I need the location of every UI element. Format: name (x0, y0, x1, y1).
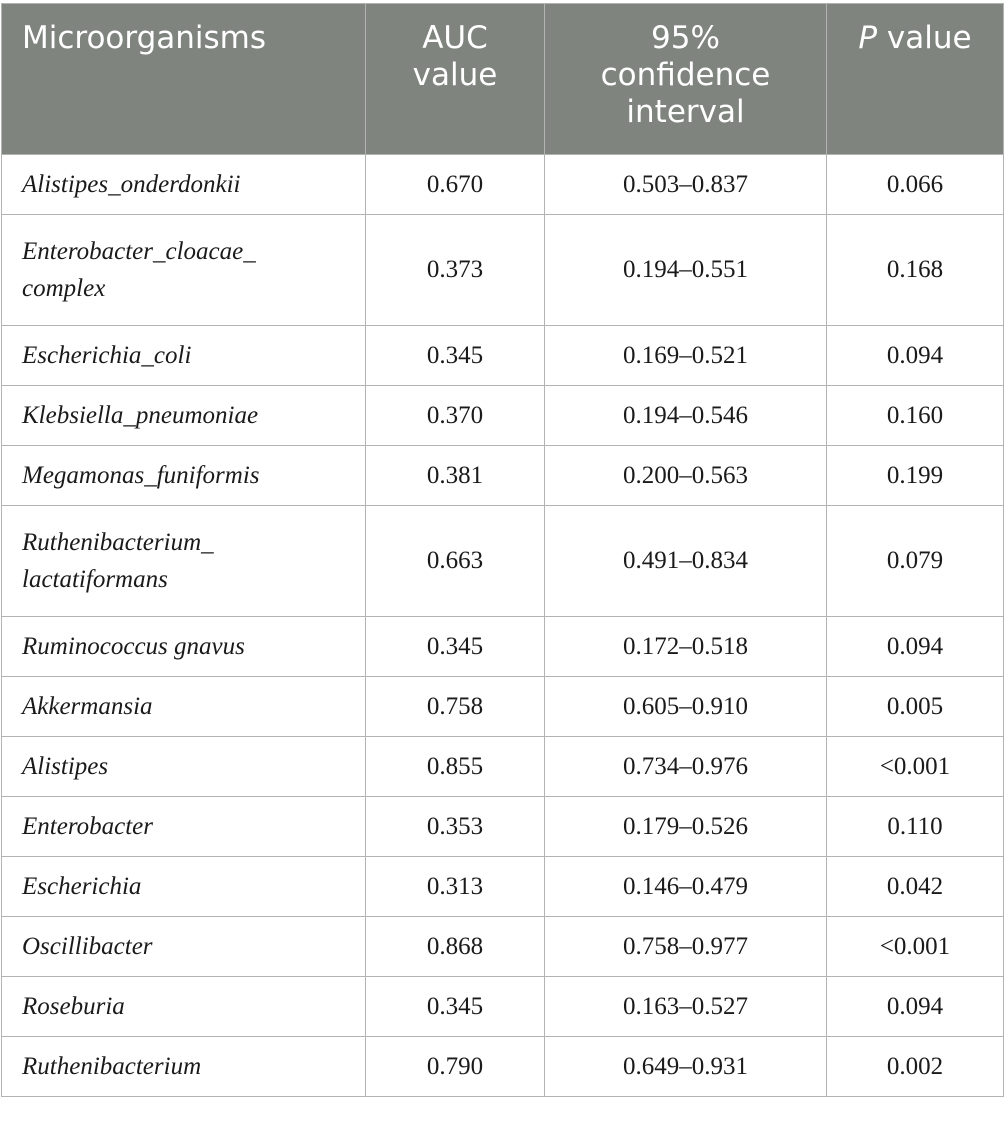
table-row (2, 1037, 1004, 1097)
auc-table (1, 3, 1004, 1097)
auc-value-cell: 0.790 (366, 1037, 545, 1097)
p-value-cell: 0.066 (827, 155, 1004, 215)
auc-value-cell: 0.345 (366, 326, 545, 386)
auc-value-cell: 0.663 (366, 506, 545, 617)
microorganism-name: Roseburia (22, 993, 125, 1020)
auc-value-cell: 0.353 (366, 797, 545, 857)
table-row (2, 797, 1004, 857)
header-auc-value (366, 4, 545, 155)
table-row (2, 326, 1004, 386)
microorganism-cell (2, 386, 366, 446)
microorganism-name: Enterobacter_cloacae_ (22, 238, 256, 265)
confidence-interval-cell: 0.146–0.479 (545, 857, 827, 917)
microorganism-cell (2, 446, 366, 506)
p-value-cell: 0.199 (827, 446, 1004, 506)
confidence-interval-cell: 0.163–0.527 (545, 977, 827, 1037)
microorganism-cell (2, 1037, 366, 1097)
confidence-interval-cell: 0.194–0.551 (545, 215, 827, 326)
auc-value-cell: 0.373 (366, 215, 545, 326)
auc-value-cell: 0.855 (366, 737, 545, 797)
microorganism-cell (2, 506, 366, 617)
auc-value-cell: 0.345 (366, 617, 545, 677)
auc-value-cell: 0.670 (366, 155, 545, 215)
p-value-cell: 0.042 (827, 857, 1004, 917)
confidence-interval-cell: 0.491–0.834 (545, 506, 827, 617)
header-microorganisms-label: Microorganisms (22, 20, 267, 56)
table-body (2, 155, 1004, 1097)
confidence-interval-cell: 0.605–0.910 (545, 677, 827, 737)
p-value-cell: 0.094 (827, 977, 1004, 1037)
p-value-cell: 0.110 (827, 797, 1004, 857)
p-value-cell: 0.094 (827, 617, 1004, 677)
header-p-letter: P (858, 20, 878, 56)
microorganism-cell (2, 617, 366, 677)
microorganism-name: Klebsiella_pneumoniae (22, 402, 259, 429)
microorganism-name-continued: lactatiformans (22, 566, 168, 593)
confidence-interval-cell: 0.179–0.526 (545, 797, 827, 857)
header-ci-line2: confidence (600, 57, 771, 93)
confidence-interval-cell: 0.758–0.977 (545, 917, 827, 977)
microorganism-name: Akkermansia (22, 693, 153, 720)
microorganism-cell (2, 737, 366, 797)
auc-value-cell: 0.313 (366, 857, 545, 917)
table-row (2, 506, 1004, 617)
table-header (2, 4, 1004, 155)
header-confidence-interval (545, 4, 827, 155)
microorganism-cell (2, 917, 366, 977)
p-value-cell: 0.002 (827, 1037, 1004, 1097)
confidence-interval-cell: 0.649–0.931 (545, 1037, 827, 1097)
microorganism-name: Ruminococcus gnavus (22, 633, 245, 660)
microorganism-cell (2, 215, 366, 326)
table-row (2, 737, 1004, 797)
microorganism-name: Alistipes_onderdonkii (22, 171, 241, 198)
table-row (2, 917, 1004, 977)
confidence-interval-cell: 0.169–0.521 (545, 326, 827, 386)
microorganism-cell (2, 677, 366, 737)
microorganism-name: Ruthenibacterium (22, 1053, 202, 1080)
auc-value-cell: 0.345 (366, 977, 545, 1037)
table-row (2, 215, 1004, 326)
header-p-rest: value (877, 20, 972, 56)
table-row (2, 386, 1004, 446)
microorganism-name: Ruthenibacterium_ (22, 529, 214, 556)
auc-value-cell: 0.758 (366, 677, 545, 737)
header-microorganisms (2, 4, 366, 155)
p-value-cell: 0.094 (827, 326, 1004, 386)
p-value-cell: <0.001 (827, 737, 1004, 797)
table-row (2, 155, 1004, 215)
auc-value-cell: 0.381 (366, 446, 545, 506)
table-row (2, 677, 1004, 737)
p-value-cell: <0.001 (827, 917, 1004, 977)
confidence-interval-cell: 0.194–0.546 (545, 386, 827, 446)
confidence-interval-cell: 0.172–0.518 (545, 617, 827, 677)
auc-value-cell: 0.370 (366, 386, 545, 446)
microorganism-name: Oscillibacter (22, 933, 153, 960)
p-value-cell: 0.160 (827, 386, 1004, 446)
microorganism-name-continued: complex (22, 275, 106, 302)
table-row (2, 857, 1004, 917)
microorganism-cell (2, 977, 366, 1037)
microorganism-name: Enterobacter (22, 813, 153, 840)
microorganism-cell (2, 857, 366, 917)
microorganism-name: Megamonas_funiformis (22, 462, 260, 489)
p-value-cell: 0.005 (827, 677, 1004, 737)
microorganism-name: Escherichia_coli (22, 342, 192, 369)
header-row (2, 4, 1004, 155)
table-row (2, 977, 1004, 1037)
p-value-cell: 0.168 (827, 215, 1004, 326)
table-row (2, 617, 1004, 677)
header-auc-line1: AUC (422, 20, 488, 56)
header-auc-line2: value (412, 57, 498, 93)
table-row (2, 446, 1004, 506)
p-value-cell: 0.079 (827, 506, 1004, 617)
microorganism-cell (2, 155, 366, 215)
auc-value-cell: 0.868 (366, 917, 545, 977)
confidence-interval-cell: 0.200–0.563 (545, 446, 827, 506)
microorganism-name: Escherichia (22, 873, 142, 900)
microorganism-name: Alistipes (22, 753, 109, 780)
header-p-value (827, 4, 1004, 155)
microorganism-cell (2, 797, 366, 857)
microorganism-cell (2, 326, 366, 386)
confidence-interval-cell: 0.734–0.976 (545, 737, 827, 797)
confidence-interval-cell: 0.503–0.837 (545, 155, 827, 215)
header-ci-line3: interval (626, 94, 745, 130)
header-ci-line1: 95% (651, 20, 720, 56)
